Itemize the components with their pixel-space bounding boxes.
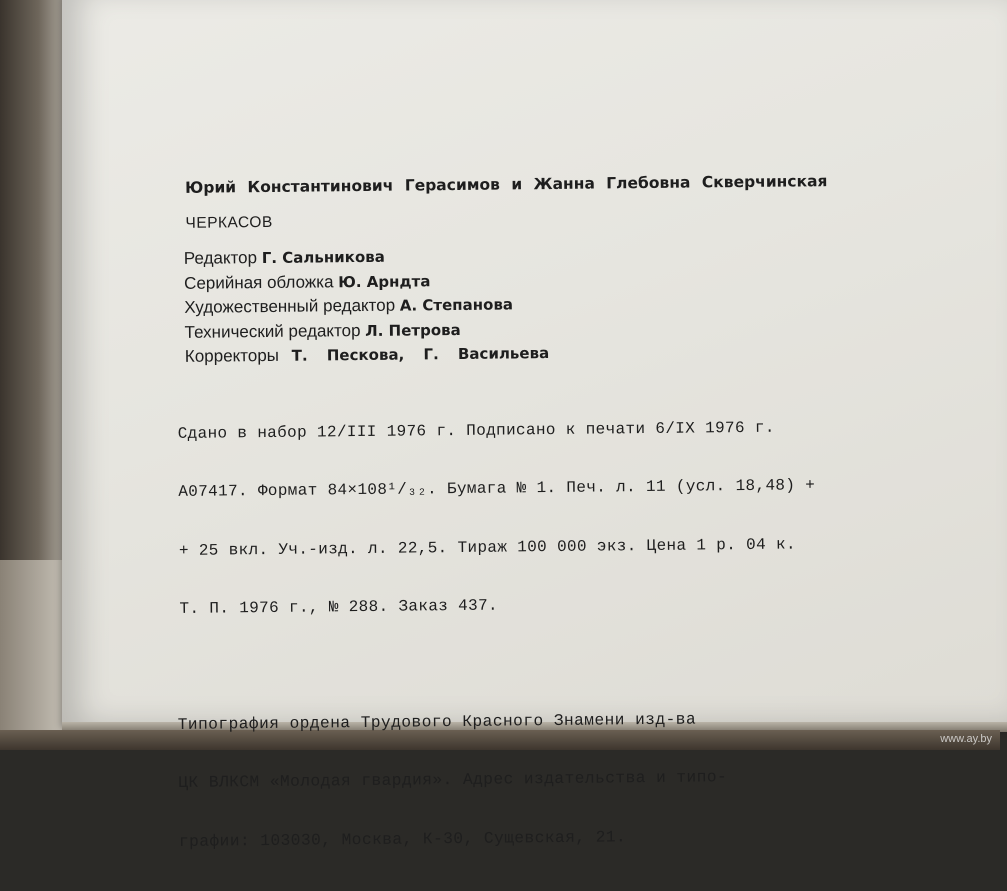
- authors-line: Юрий Константинович Герасимов и Жанна Глебовна Скверчинская: [185, 172, 828, 197]
- imprint-line: + 25 вкл. Уч.-изд. л. 22,5. Тираж 100 000 экз. Цена 1 р. 04 к.: [178, 534, 796, 560]
- book-title: ЧЕРКАСОВ: [185, 213, 273, 232]
- underlying-page-edge: [0, 560, 70, 750]
- printing-house-line: Типография ордена Трудового Красного Знамени изд-ва: [177, 710, 697, 734]
- imprint-block: [177, 378, 875, 658]
- credit-role: Редактор: [183, 248, 258, 268]
- credit-role: Художественный редактор: [184, 295, 396, 317]
- credit-name: Т. Пескова, Г. Васильева: [291, 344, 550, 365]
- imprint-line: Т. П. 1976 г., № 288. Заказ 437.: [179, 596, 499, 618]
- credit-name: Л. Петрова: [365, 320, 461, 340]
- credit-name: Г. Сальникова: [261, 247, 385, 268]
- site-watermark: www.ay.by: [940, 733, 992, 745]
- credit-name: Ю. Арндта: [338, 271, 431, 291]
- credit-role: Технический редактор: [184, 320, 361, 342]
- credit-role: Корректоры: [184, 345, 280, 366]
- colophon: [170, 171, 877, 891]
- imprint-line: Сдано в набор 12/III 1976 г. Подписано к печати 6/IX 1976 г.: [177, 418, 775, 443]
- credit-role: Серийная обложка: [183, 271, 334, 293]
- printing-house-line: графии: 103030, Москва, К-30, Сущевская, 21.: [178, 827, 627, 851]
- imprint-line: А07417. Формат 84×108¹/₃₂. Бумага № 1. Печ. л. 11 (усл. 18,48) +: [178, 476, 816, 501]
- staff-credits: [184, 240, 872, 370]
- printing-house-line: ЦК ВЛКСМ «Молодая гвардия». Адрес издательства и типо-: [178, 768, 728, 792]
- printing-house-block: [177, 669, 877, 891]
- credit-name: А. Степанова: [399, 295, 514, 315]
